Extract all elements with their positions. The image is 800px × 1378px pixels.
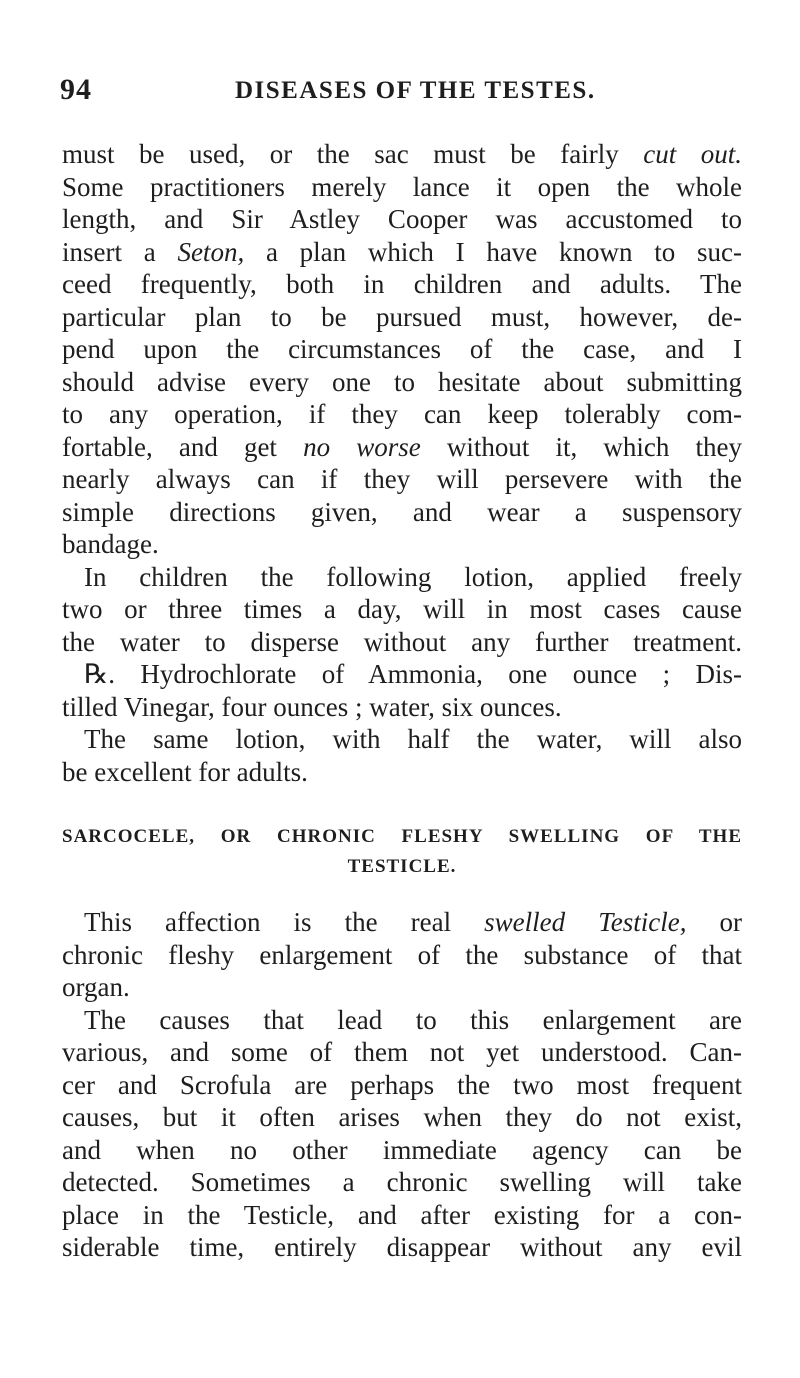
text-line: cer and Scrofula are perhaps the two most frequent: [62, 1069, 742, 1100]
running-head: DISEASES OF THE TESTES.: [235, 77, 596, 104]
page-header: [60, 73, 740, 113]
paragraph-children-lotion: [62, 561, 742, 659]
text-line: various, and some of them not yet understood. Can-: [62, 1037, 742, 1067]
text-line: nearly always can if they will persevere with the: [62, 464, 742, 494]
text-line: ceed frequently, both in children and adults. The: [62, 269, 742, 299]
text-line: ℞. Hydrochlorate of Ammonia, one ounce ; Dis-: [84, 659, 742, 689]
text-line: detected. Sometimes a chronic swelling will take: [62, 1167, 742, 1197]
text-line: to any operation, if they can keep tolerably com-: [62, 399, 742, 429]
text-line: length, and Sir Astley Cooper was accustomed to: [62, 204, 742, 234]
paragraph-affection: [62, 906, 742, 1004]
text-line: two or three times a day, will in most cases cause: [62, 594, 742, 624]
text-line: The causes that lead to this enlargement are: [84, 1004, 742, 1035]
text-line: and when no other immediate agency can be: [62, 1134, 742, 1165]
paragraph-adults-lotion: [62, 723, 742, 788]
text-line: place in the Testicle, and after existing for a con-: [62, 1199, 742, 1230]
text-line: siderable time, entirely disappear without any evil: [62, 1232, 742, 1262]
text-line: tilled Vinegar, four ounces ; water, six ounces.: [62, 691, 562, 722]
body-text: [62, 138, 742, 1264]
text-line: particular plan to be pursued must, however, de-: [62, 301, 742, 332]
text-line: chronic fleshy enlargement of the substance of that: [62, 939, 742, 970]
text-line: In children the following lotion, applied freely: [84, 561, 742, 592]
text-line: should advise every one to hesitate about submitting: [62, 366, 742, 397]
text-line: fortable, and get no worse without it, which they: [62, 431, 742, 462]
paragraph-causes: [62, 1004, 742, 1264]
page-number: 94: [60, 73, 92, 106]
text-line: causes, but it often arises when they do not exist,: [62, 1102, 742, 1132]
text-line: the water to disperse without any further treatment.: [62, 626, 742, 657]
prescription: [62, 658, 742, 723]
text-line: be excellent for adults.: [62, 756, 308, 787]
text-line: must be used, or the sac must be fairly cut out.: [62, 139, 742, 169]
text-line: bandage.: [62, 529, 159, 559]
text-line: The same lotion, with half the water, will also: [84, 724, 742, 754]
text-line: Some practitioners merely lance it open the whole: [62, 171, 742, 202]
section-heading: [62, 822, 742, 882]
text-line: insert a Seton, a plan which I have known to suc-: [62, 236, 742, 267]
text-line: simple directions given, and wear a suspensory: [62, 496, 742, 527]
section-heading-line: TESTICLE.: [347, 856, 457, 877]
section-heading-line: SARCOCELE, OR CHRONIC FLESHY SWELLING OF THE: [62, 826, 742, 847]
text-line: pend upon the circumstances of the case, and I: [62, 334, 742, 364]
text-line: This affection is the real swelled Testicle, or: [84, 907, 742, 937]
text-line: organ.: [62, 972, 130, 1002]
paragraph-continued-treatment: [62, 138, 742, 561]
